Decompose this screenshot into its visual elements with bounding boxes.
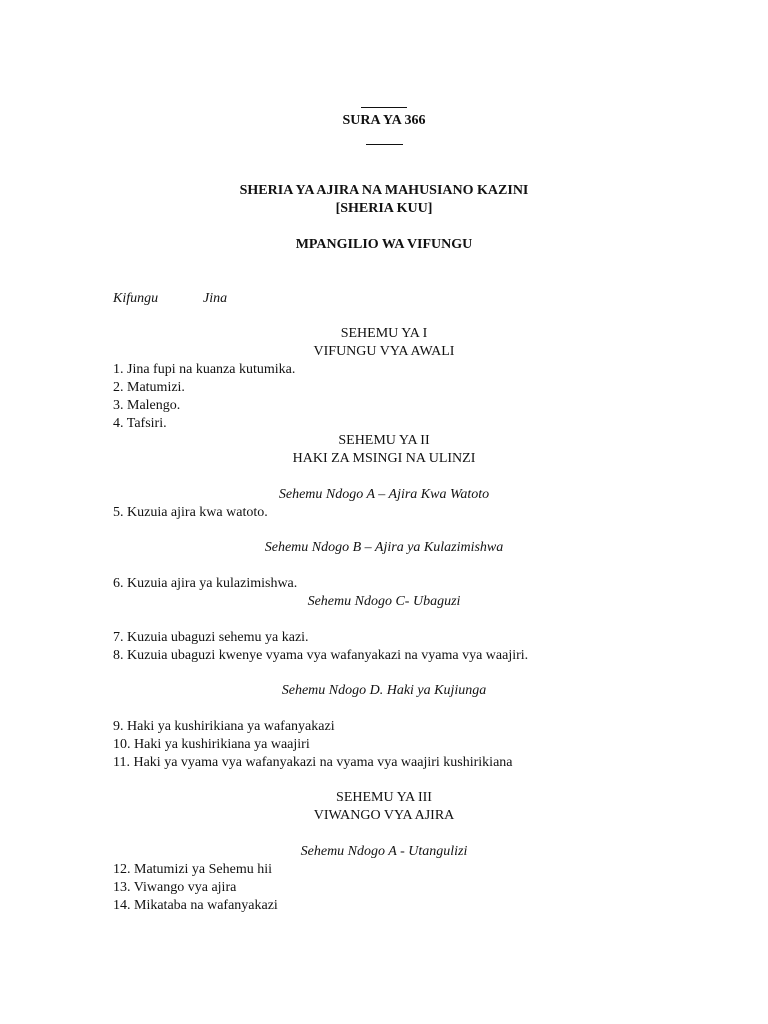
list-item: 11. Haki ya vyama vya wafanyakazi na vyama vya waajiri kushirikiana	[113, 755, 513, 770]
list-item: 12. Matumizi ya Sehemu hii	[113, 862, 273, 877]
subpart-2c-title: Sehemu Ndogo C- Ubaguzi	[307, 594, 461, 609]
list-item: 3. Malengo.	[113, 398, 181, 413]
part-3-title: VIWANGO VYA AJIRA	[313, 808, 455, 823]
part-2-title: HAKI ZA MSINGI NA ULINZI	[292, 451, 476, 466]
list-item: 7. Kuzuia ubaguzi sehemu ya kazi.	[113, 630, 309, 645]
list-item: 14. Mikataba na wafanyakazi	[113, 898, 278, 913]
top-rule	[361, 107, 407, 108]
list-item: 4. Tafsiri.	[113, 416, 167, 431]
part-1-title: VIFUNGU VYA AWALI	[313, 344, 455, 359]
document-subtitle: [SHERIA KUU]	[335, 201, 433, 216]
part-2-heading: SEHEMU YA II	[338, 433, 430, 448]
part-3-heading: SEHEMU YA III	[336, 790, 432, 805]
column-label-name: Jina	[203, 291, 228, 306]
subpart-3a-title: Sehemu Ndogo A - Utangulizi	[300, 844, 468, 859]
subpart-2b-title: Sehemu Ndogo B – Ajira ya Kulazimishwa	[264, 540, 504, 555]
subpart-2d-title: Sehemu Ndogo D. Haki ya Kujiunga	[281, 683, 487, 698]
document-title: SHERIA YA AJIRA NA MAHUSIANO KAZINI	[239, 183, 529, 198]
list-item: 6. Kuzuia ajira ya kulazimishwa.	[113, 576, 298, 591]
list-item: 8. Kuzuia ubaguzi kwenye vyama vya wafanyakazi na vyama vya waajiri.	[113, 648, 529, 663]
list-item: 2. Matumizi.	[113, 380, 185, 395]
chapter-heading: SURA YA 366	[342, 113, 426, 128]
list-item: 10. Haki ya kushirikiana ya waajiri	[113, 737, 310, 752]
list-item: 13. Viwango vya ajira	[113, 880, 237, 895]
subpart-2a-title: Sehemu Ndogo A – Ajira Kwa Watoto	[278, 487, 490, 502]
bottom-rule	[366, 144, 403, 145]
list-item: 1. Jina fupi na kuanza kutumika.	[113, 362, 296, 377]
column-label-section: Kifungu	[113, 291, 159, 306]
contents-heading: MPANGILIO WA VIFUNGU	[295, 237, 473, 252]
list-item: 5. Kuzuia ajira kwa watoto.	[113, 505, 268, 520]
part-1-heading: SEHEMU YA I	[340, 326, 428, 341]
list-item: 9. Haki ya kushirikiana ya wafanyakazi	[113, 719, 335, 734]
